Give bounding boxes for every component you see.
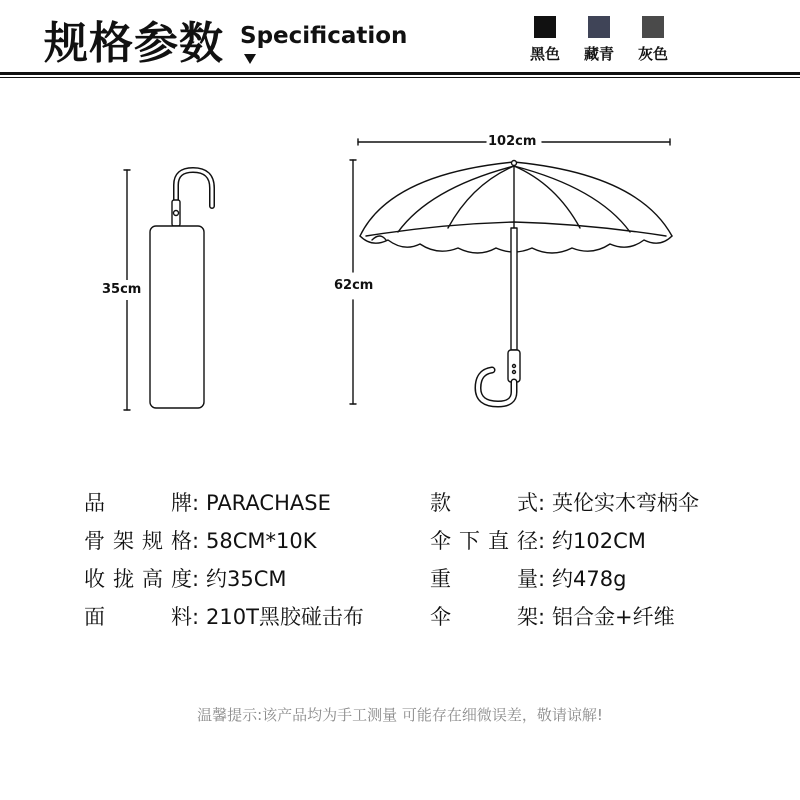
- page-title: 规格参数: [44, 18, 224, 69]
- spec-row-diameter: 伞下直径: 约102CM: [430, 524, 646, 558]
- spec-label: 面料: [84, 605, 192, 629]
- page-subtitle: Specification: [240, 23, 408, 49]
- open-height-label: 62cm: [334, 276, 373, 296]
- spec-row-folded-height: 收拢高度: 约35CM: [84, 562, 287, 596]
- spec-row-frame-size: 骨架规格: 58CM*10K: [84, 524, 317, 558]
- spec-value: 英伦实木弯柄伞: [552, 491, 699, 515]
- spec-value: 58CM*10K: [206, 529, 317, 553]
- spec-value: 210T黑胶碰击布: [206, 605, 364, 629]
- spec-label: 收拢高度: [84, 567, 192, 591]
- spec-label: 重量: [430, 567, 538, 591]
- color-label: 黑色: [529, 45, 560, 63]
- spec-value: 约35CM: [206, 567, 287, 591]
- spec-row-brand: 品牌: PARACHASE: [84, 486, 331, 520]
- spec-label: 伞下直径: [430, 529, 538, 553]
- spec-label: 骨架规格: [84, 529, 192, 553]
- folded-umbrella-drawing: [150, 170, 212, 408]
- spec-row-fabric: 面料: 210T黑胶碰击布: [84, 600, 364, 634]
- spec-row-weight: 重量: 约478g: [430, 562, 626, 596]
- folded-height-label: 35cm: [102, 280, 141, 300]
- spec-label: 品牌: [84, 491, 192, 515]
- spec-value: 约102CM: [552, 529, 646, 553]
- spec-row-style: 款式: 英伦实木弯柄伞: [430, 486, 699, 520]
- open-width-label: 102cm: [488, 132, 536, 152]
- open-umbrella-drawing: [360, 161, 672, 405]
- spec-value: 铝合金+纤维: [552, 605, 675, 629]
- spec-label: 伞架: [430, 605, 538, 629]
- color-label: 灰色: [637, 45, 668, 63]
- spec-label: 款式: [430, 491, 538, 515]
- spec-value: 约478g: [552, 567, 627, 591]
- color-label: 藏青: [583, 45, 614, 63]
- spec-row-frame: 伞架: 铝合金+纤维: [430, 600, 675, 634]
- spec-value: PARACHASE: [206, 491, 331, 515]
- measurement-note: 温馨提示:该产品均为手工测量 可能存在细微误差，敬请谅解!: [197, 706, 603, 724]
